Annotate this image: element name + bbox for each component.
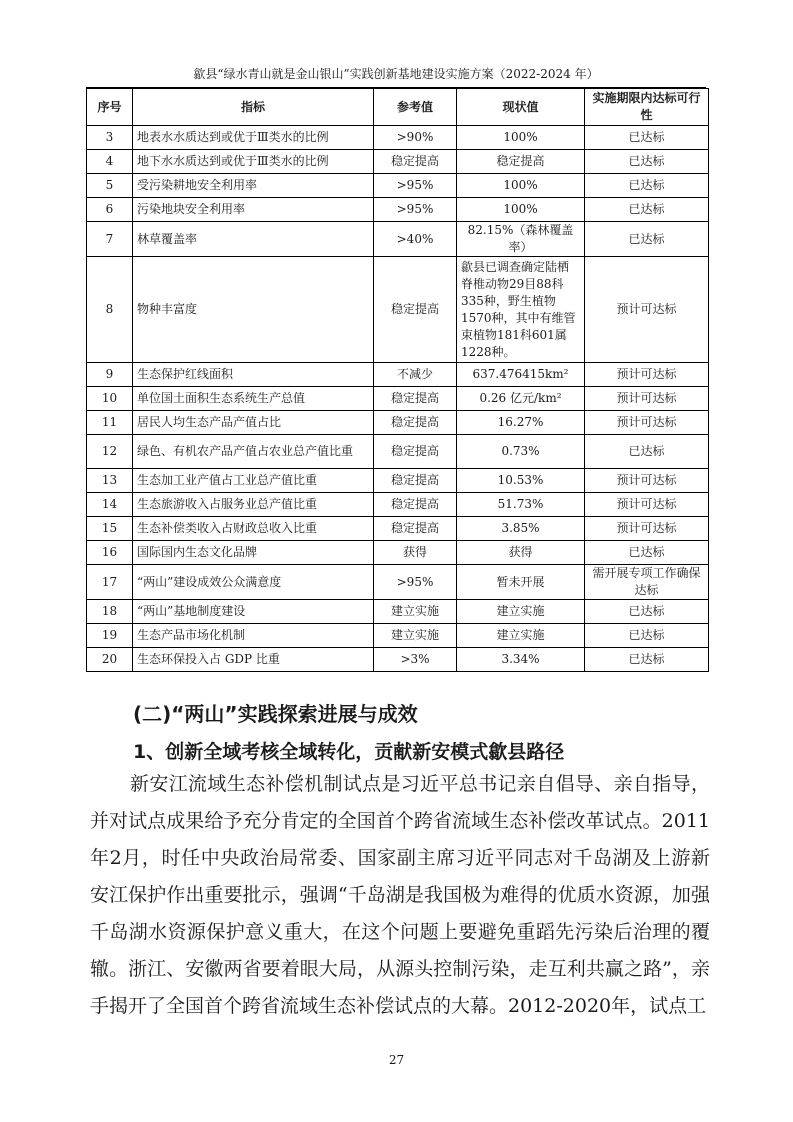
cell-reference: 获得 (374, 541, 457, 565)
table-row (87, 411, 709, 435)
cell-no: 9 (87, 363, 133, 387)
column-header-feasibility: 实施期限内达标可行性 (585, 89, 709, 126)
cell-no: 20 (87, 648, 133, 672)
section-subtitle: 1、创新全域考核全域转化，贡献新安模式歙县路径 (133, 741, 565, 763)
cell-no: 5 (87, 174, 133, 198)
cell-reference: >95% (374, 174, 457, 198)
column-header-indicator: 指标 (133, 89, 374, 126)
cell-reference: 稳定提高 (374, 517, 457, 541)
table-row (87, 565, 709, 600)
cell-no: 6 (87, 198, 133, 222)
cell-feasibility: 需开展专项工作确保达标 (585, 565, 709, 600)
cell-indicator: “两山”基地制度建设 (133, 600, 374, 624)
cell-feasibility: 已达标 (585, 150, 709, 174)
cell-current: 建立实施 (457, 624, 585, 648)
table-row (87, 174, 709, 198)
cell-reference: >95% (374, 565, 457, 600)
cell-current: 获得 (457, 541, 585, 565)
cell-feasibility: 已达标 (585, 435, 709, 469)
cell-reference: >40% (374, 222, 457, 257)
cell-feasibility: 已达标 (585, 222, 709, 257)
cell-indicator: 生态加工业产值占工业总产值比重 (133, 469, 374, 493)
cell-indicator: 物种丰富度 (133, 257, 374, 363)
cell-indicator: “两山”建设成效公众满意度 (133, 565, 374, 600)
cell-indicator: 居民人均生态产品产值占比 (133, 411, 374, 435)
cell-current: 稳定提高 (457, 150, 585, 174)
section-title: (二)“两山”实践探索进展与成效 (133, 702, 418, 726)
cell-current: 歙县已调查确定陆栖脊椎动物29目88科335种，野生植物1570种，其中有维管束植物181科601属1228种。 (457, 257, 585, 363)
body-paragraph: 新安江流域生态补偿机制试点是习近平总书记亲自倡导、亲自指导，并对试点成果给予充分肯定的全国首个跨省流域生态补偿改革试点。2011年2月，时任中央政治局常委、国家副主席习近平同志对千岛湖及上游新安江保护作出重要批示，强调“千岛湖是我国极为难得的优质水资源，加强千岛湖水资源保护意义重大，在这个问题上要避免重蹈先污染后治理的覆辙。浙江、安徽两省要着眼大局，从源头控制污染，走互利共赢之路”，亲手揭开了全国首个跨省流域生态补偿试点的大幕。2012-2020年，试点工 (90, 773, 710, 1017)
table-row (87, 493, 709, 517)
cell-no: 12 (87, 435, 133, 469)
cell-reference: >95% (374, 198, 457, 222)
cell-indicator: 污染地块安全利用率 (133, 198, 374, 222)
cell-no: 3 (87, 126, 133, 150)
column-header-no: 序号 (87, 89, 133, 126)
cell-indicator: 生态旅游收入占服务业总产值比重 (133, 493, 374, 517)
cell-indicator: 单位国土面积生态系统生产总值 (133, 387, 374, 411)
cell-indicator: 生态补偿类收入占财政总收入比重 (133, 517, 374, 541)
column-header-current: 现状值 (457, 89, 585, 126)
table-row (87, 126, 709, 150)
cell-current: 100% (457, 174, 585, 198)
cell-reference: 不减少 (374, 363, 457, 387)
cell-feasibility: 已达标 (585, 648, 709, 672)
table-row (87, 517, 709, 541)
column-header-reference: 参考值 (374, 89, 457, 126)
cell-current: 暂未开展 (457, 565, 585, 600)
cell-current: 637.476415km² (457, 363, 585, 387)
table-row (87, 469, 709, 493)
indicator-table (86, 88, 709, 672)
cell-current: 3.34% (457, 648, 585, 672)
cell-current: 3.85% (457, 517, 585, 541)
cell-feasibility: 预计可达标 (585, 387, 709, 411)
running-header: 歙县“绿水青山就是金山银山”实践创新基地建设实施方案（2022-2024 年） (193, 67, 599, 81)
cell-no: 19 (87, 624, 133, 648)
cell-reference: 稳定提高 (374, 435, 457, 469)
table-row (87, 541, 709, 565)
cell-feasibility: 已达标 (585, 198, 709, 222)
cell-feasibility: 已达标 (585, 624, 709, 648)
cell-reference: 建立实施 (374, 600, 457, 624)
cell-feasibility: 预计可达标 (585, 363, 709, 387)
table-body (87, 126, 709, 672)
cell-reference: >90% (374, 126, 457, 150)
cell-indicator: 生态保护红线面积 (133, 363, 374, 387)
cell-current: 51.73% (457, 493, 585, 517)
cell-no: 10 (87, 387, 133, 411)
cell-indicator: 生态产品市场化机制 (133, 624, 374, 648)
cell-feasibility: 预计可达标 (585, 257, 709, 363)
cell-feasibility: 预计可达标 (585, 469, 709, 493)
cell-reference: 稳定提高 (374, 469, 457, 493)
table-row (87, 198, 709, 222)
cell-no: 13 (87, 469, 133, 493)
cell-no: 14 (87, 493, 133, 517)
cell-reference: >3% (374, 648, 457, 672)
cell-reference: 稳定提高 (374, 257, 457, 363)
cell-no: 8 (87, 257, 133, 363)
table-row (87, 648, 709, 672)
cell-indicator: 国际国内生态文化品牌 (133, 541, 374, 565)
cell-no: 17 (87, 565, 133, 600)
cell-no: 7 (87, 222, 133, 257)
cell-indicator: 受污染耕地安全利用率 (133, 174, 374, 198)
table-row (87, 624, 709, 648)
cell-current: 16.27% (457, 411, 585, 435)
table-row (87, 150, 709, 174)
table-row (87, 600, 709, 624)
cell-reference: 稳定提高 (374, 387, 457, 411)
cell-feasibility: 预计可达标 (585, 517, 709, 541)
cell-reference: 稳定提高 (374, 411, 457, 435)
cell-indicator: 地表水水质达到或优于Ⅲ类水的比例 (133, 126, 374, 150)
table-header-row (87, 89, 709, 126)
table-row (87, 387, 709, 411)
cell-feasibility: 预计可达标 (585, 411, 709, 435)
cell-current: 100% (457, 198, 585, 222)
page-number: 27 (388, 1053, 405, 1067)
cell-reference: 建立实施 (374, 624, 457, 648)
cell-current: 0.73% (457, 435, 585, 469)
cell-indicator: 生态环保投入占 GDP 比重 (133, 648, 374, 672)
cell-feasibility: 预计可达标 (585, 493, 709, 517)
cell-no: 15 (87, 517, 133, 541)
cell-feasibility: 已达标 (585, 600, 709, 624)
table-row (87, 363, 709, 387)
cell-feasibility: 已达标 (585, 541, 709, 565)
cell-no: 4 (87, 150, 133, 174)
cell-no: 11 (87, 411, 133, 435)
cell-indicator: 绿色、有机农产品产值占农业总产值比重 (133, 435, 374, 469)
table-row (87, 257, 709, 363)
cell-indicator: 林草覆盖率 (133, 222, 374, 257)
table-row (87, 222, 709, 257)
cell-current: 0.26 亿元/km² (457, 387, 585, 411)
cell-no: 18 (87, 600, 133, 624)
cell-reference: 稳定提高 (374, 493, 457, 517)
cell-feasibility: 已达标 (585, 126, 709, 150)
cell-current: 建立实施 (457, 600, 585, 624)
cell-indicator: 地下水水质达到或优于Ⅲ类水的比例 (133, 150, 374, 174)
cell-reference: 稳定提高 (374, 150, 457, 174)
cell-no: 16 (87, 541, 133, 565)
cell-current: 100% (457, 126, 585, 150)
cell-feasibility: 已达标 (585, 174, 709, 198)
cell-current: 82.15%（森林覆盖率） (457, 222, 585, 257)
cell-current: 10.53% (457, 469, 585, 493)
table-row (87, 435, 709, 469)
